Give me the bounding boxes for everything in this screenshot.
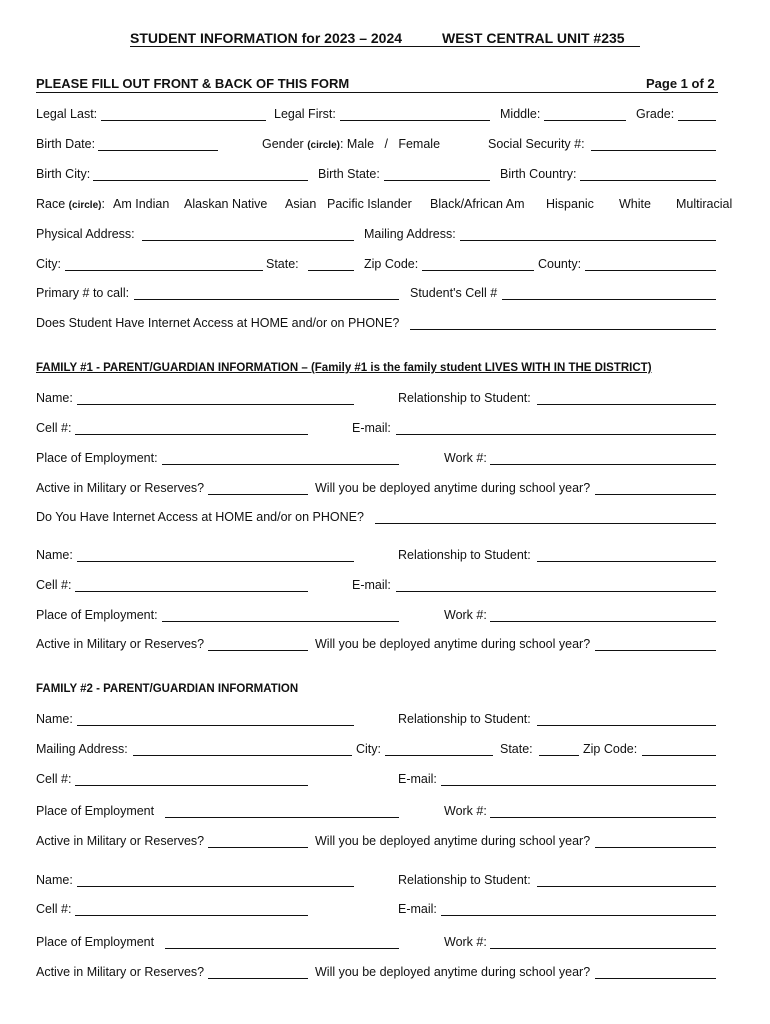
race-option-white[interactable]: White [619, 197, 651, 211]
student-cell-field[interactable] [502, 299, 716, 300]
f1a-work-field[interactable] [490, 464, 716, 465]
f2b-cell-label: Cell #: [36, 902, 72, 916]
f2a-work-label: Work #: [444, 804, 487, 818]
race-option-asian[interactable]: Asian [285, 197, 317, 211]
physical-address-field[interactable] [142, 240, 354, 241]
f2a-work-field[interactable] [490, 817, 716, 818]
f1b-employment-field[interactable] [162, 621, 399, 622]
f1a-name-field[interactable] [77, 404, 354, 405]
state-field[interactable] [308, 270, 354, 271]
f2b-cell-field[interactable] [75, 915, 308, 916]
f2a-city-label: City: [356, 742, 381, 756]
middle-field[interactable] [544, 120, 626, 121]
f1a-deployed-label: Will you be deployed anytime during school year? [315, 481, 591, 495]
student-internet-label: Does Student Have Internet Access at HOME and/or on PHONE? [36, 316, 400, 330]
f1b-name-field[interactable] [77, 561, 354, 562]
student-internet-field[interactable] [410, 329, 716, 330]
f1-internet-label: Do You Have Internet Access at HOME and/or on PHONE? [36, 510, 364, 524]
birth-city-label: Birth City: [36, 167, 91, 181]
f2a-city-field[interactable] [385, 755, 493, 756]
f2a-cell-label: Cell #: [36, 772, 72, 786]
f2a-zip-field[interactable] [642, 755, 716, 756]
f1a-name-label: Name: [36, 391, 73, 405]
birth-city-field[interactable] [93, 180, 308, 181]
zip-label: Zip Code: [364, 257, 419, 271]
primary-phone-label: Primary # to call: [36, 286, 130, 300]
f1a-relationship-label: Relationship to Student: [398, 391, 531, 405]
page-number: Page 1 of 2 [646, 76, 715, 91]
city-field[interactable] [65, 270, 263, 271]
f2a-state-label: State: [500, 742, 533, 756]
f2b-work-label: Work #: [444, 935, 487, 949]
primary-phone-field[interactable] [134, 299, 399, 300]
f2a-relationship-field[interactable] [537, 725, 716, 726]
f1a-employment-label: Place of Employment: [36, 451, 158, 465]
title-underline [130, 46, 640, 47]
f2b-email-field[interactable] [441, 915, 716, 916]
f2b-deployed-field[interactable] [595, 978, 716, 979]
f2b-employment-label: Place of Employment [36, 935, 155, 949]
f2b-relationship-label: Relationship to Student: [398, 873, 531, 887]
birth-date-label: Birth Date: [36, 137, 96, 151]
f1b-work-label: Work #: [444, 608, 487, 622]
f2a-employment-label: Place of Employment [36, 804, 155, 818]
unit-title: WEST CENTRAL UNIT #235 [442, 30, 625, 46]
f1b-military-field[interactable] [208, 650, 308, 651]
f1b-deployed-field[interactable] [595, 650, 716, 651]
instruction: PLEASE FILL OUT FRONT & BACK OF THIS FORM [36, 76, 350, 91]
f2a-zip-label: Zip Code: [583, 742, 638, 756]
f1b-military-label: Active in Military or Reserves? [36, 637, 205, 651]
f1a-work-label: Work #: [444, 451, 487, 465]
f2b-name-field[interactable] [77, 886, 354, 887]
legal-first-field[interactable] [340, 120, 490, 121]
f1a-military-field[interactable] [208, 494, 308, 495]
f2a-mailing-label: Mailing Address: [36, 742, 128, 756]
f2a-deployed-field[interactable] [595, 847, 716, 848]
physical-address-label: Physical Address: [36, 227, 135, 241]
f1b-relationship-field[interactable] [537, 561, 716, 562]
birth-state-field[interactable] [384, 180, 490, 181]
county-label: County: [538, 257, 582, 271]
f1b-employment-label: Place of Employment: [36, 608, 158, 622]
f2b-name-label: Name: [36, 873, 73, 887]
race-option-am-indian[interactable]: Am Indian [113, 197, 170, 211]
ssn-field[interactable] [591, 150, 716, 151]
f1a-relationship-field[interactable] [537, 404, 716, 405]
f1a-employment-field[interactable] [162, 464, 399, 465]
student-cell-label: Student's Cell # [410, 286, 498, 300]
f2a-deployed-label: Will you be deployed anytime during school year? [315, 834, 591, 848]
f2b-work-field[interactable] [490, 948, 716, 949]
f2a-email-label: E-mail: [398, 772, 437, 786]
f1b-work-field[interactable] [490, 621, 716, 622]
race-option-black[interactable]: Black/African Am [430, 197, 525, 211]
legal-last-field[interactable] [101, 120, 266, 121]
f1a-military-label: Active in Military or Reserves? [36, 481, 205, 495]
race-option-pacific-islander[interactable]: Pacific Islander [327, 197, 412, 211]
f2a-email-field[interactable] [441, 785, 716, 786]
f1b-cell-field[interactable] [75, 591, 308, 592]
legal-last-label: Legal Last: [36, 107, 98, 121]
grade-label: Grade: [636, 107, 675, 121]
birth-state-label: Birth State: [318, 167, 380, 181]
county-field[interactable] [585, 270, 716, 271]
f1a-cell-field[interactable] [75, 434, 308, 435]
f1b-email-label: E-mail: [352, 578, 391, 592]
mailing-address-label: Mailing Address: [364, 227, 456, 241]
f1a-cell-label: Cell #: [36, 421, 72, 435]
middle-label: Middle: [500, 107, 541, 121]
birth-date-field[interactable] [98, 150, 218, 151]
race-option-multiracial[interactable]: Multiracial [676, 197, 733, 211]
f2a-name-field[interactable] [77, 725, 354, 726]
birth-country-label: Birth Country: [500, 167, 577, 181]
f2a-military-field[interactable] [208, 847, 308, 848]
f1b-email-field[interactable] [396, 591, 716, 592]
legal-first-label: Legal First: [274, 107, 336, 121]
f2b-email-label: E-mail: [398, 902, 437, 916]
gender-label: Gender (circle): Male / Female [262, 137, 441, 151]
gender-options[interactable]: : Male / Female [339, 137, 441, 151]
zip-field[interactable] [422, 270, 534, 271]
f1b-deployed-label: Will you be deployed anytime during school year? [315, 637, 591, 651]
form-title: STUDENT INFORMATION for 2023 – 2024 [130, 30, 403, 46]
f2b-military-label: Active in Military or Reserves? [36, 965, 205, 979]
f1a-email-field[interactable] [396, 434, 716, 435]
f2b-relationship-field[interactable] [537, 886, 716, 887]
f1a-deployed-field[interactable] [595, 494, 716, 495]
f2a-cell-field[interactable] [75, 785, 308, 786]
f2a-relationship-label: Relationship to Student: [398, 712, 531, 726]
f2a-military-label: Active in Military or Reserves? [36, 834, 205, 848]
city-label: City: [36, 257, 61, 271]
f2a-employment-field[interactable] [165, 817, 399, 818]
mailing-address-field[interactable] [460, 240, 716, 241]
f1b-cell-label: Cell #: [36, 578, 72, 592]
f2b-employment-field[interactable] [165, 948, 399, 949]
f2a-state-field[interactable] [539, 755, 579, 756]
race-option-alaskan-native[interactable]: Alaskan Native [184, 197, 268, 211]
ssn-label: Social Security #: [488, 137, 585, 151]
f2a-mailing-field[interactable] [133, 755, 352, 756]
birth-country-field[interactable] [580, 180, 716, 181]
f1a-email-label: E-mail: [352, 421, 391, 435]
race-label: Race (circle): [36, 197, 105, 211]
family1-heading: FAMILY #1 - PARENT/GUARDIAN INFORMATION – (Family #1 is the family student LIVES WITH IN THE DISTRICT) [36, 362, 652, 374]
family2-heading: FAMILY #2 - PARENT/GUARDIAN INFORMATION [36, 683, 299, 695]
grade-field[interactable] [678, 120, 716, 121]
f1b-relationship-label: Relationship to Student: [398, 548, 531, 562]
race-option-hispanic[interactable]: Hispanic [546, 197, 594, 211]
f1b-name-label: Name: [36, 548, 73, 562]
f2a-name-label: Name: [36, 712, 73, 726]
state-label: State: [266, 257, 299, 271]
f1-internet-field[interactable] [375, 523, 716, 524]
header-rule [36, 92, 718, 93]
f2b-military-field[interactable] [208, 978, 308, 979]
f2b-deployed-label: Will you be deployed anytime during school year? [315, 965, 591, 979]
